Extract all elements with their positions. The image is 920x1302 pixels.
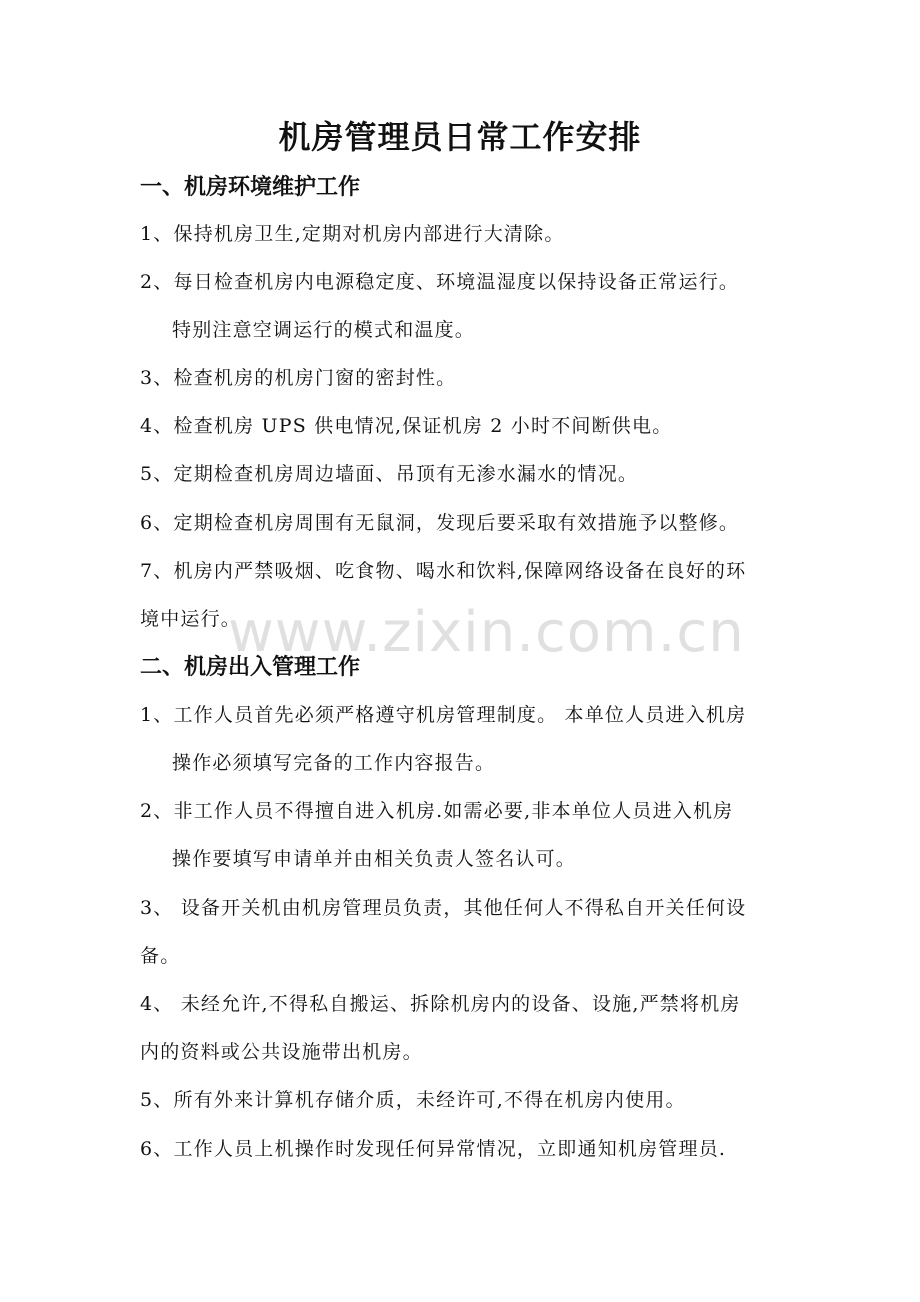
paragraph-line: 1、保持机房卫生,定期对机房内部进行大清除。 — [140, 223, 565, 245]
document-title: 机房管理员日常工作安排 — [278, 118, 642, 156]
paragraph-line: 2、每日检查机房内电源稳定度、环境温湿度以保持设备正常运行。 — [140, 271, 740, 293]
section-heading-environment: 一、机房环境维护工作 — [140, 175, 361, 200]
paragraph-line: 1、工作人员首先必须严格遵守机房管理制度。 本单位人员进入机房 — [140, 704, 747, 726]
watermark: www.zixin.com.cn — [228, 600, 745, 665]
paragraph-line: 特别注意空调运行的模式和温度。 — [172, 319, 476, 341]
paragraph-line: 7、机房内严禁吸烟、吃食物、喝水和饮料,保障网络设备在良好的环 — [140, 560, 747, 582]
paragraph-line: 6、工作人员上机操作时发现任何异常情况，立即通知机房管理员. — [140, 1138, 727, 1160]
paragraph-line: 备。 — [140, 945, 181, 967]
paragraph-line: 6、定期检查机房周围有无鼠洞，发现后要采取有效措施予以整修。 — [140, 512, 740, 534]
paragraph-line: 4、 未经允许,不得私自搬运、拆除机房内的设备、设施,严禁将机房 — [140, 993, 741, 1015]
paragraph-line: 2、非工作人员不得擅自进入机房.如需必要,非本单位人员进入机房 — [140, 800, 734, 822]
paragraph-line: 操作要填写申请单并由相关负责人签名认可。 — [172, 848, 577, 870]
paragraph-line: 操作必须填写完备的工作内容报告。 — [172, 752, 496, 774]
paragraph-line: 5、所有外来计算机存储介质，未经许可,不得在机房内使用。 — [140, 1089, 686, 1111]
paragraph-line: 内的资料或公共设施带出机房。 — [140, 1041, 423, 1063]
paragraph-line: 3、 设备开关机由机房管理员负责，其他任何人不得私自开关任何设 — [140, 897, 747, 919]
paragraph-line: 4、检查机房 UPS 供电情况,保证机房 2 小时不间断供电。 — [140, 415, 673, 437]
paragraph-line: 5、定期检查机房周边墙面、吊顶有无渗水漏水的情况。 — [140, 463, 639, 485]
paragraph-line: 3、检查机房的机房门窗的密封性。 — [140, 367, 457, 389]
paragraph-line: 境中运行。 — [140, 608, 242, 630]
section-heading-access: 二、机房出入管理工作 — [140, 655, 361, 680]
